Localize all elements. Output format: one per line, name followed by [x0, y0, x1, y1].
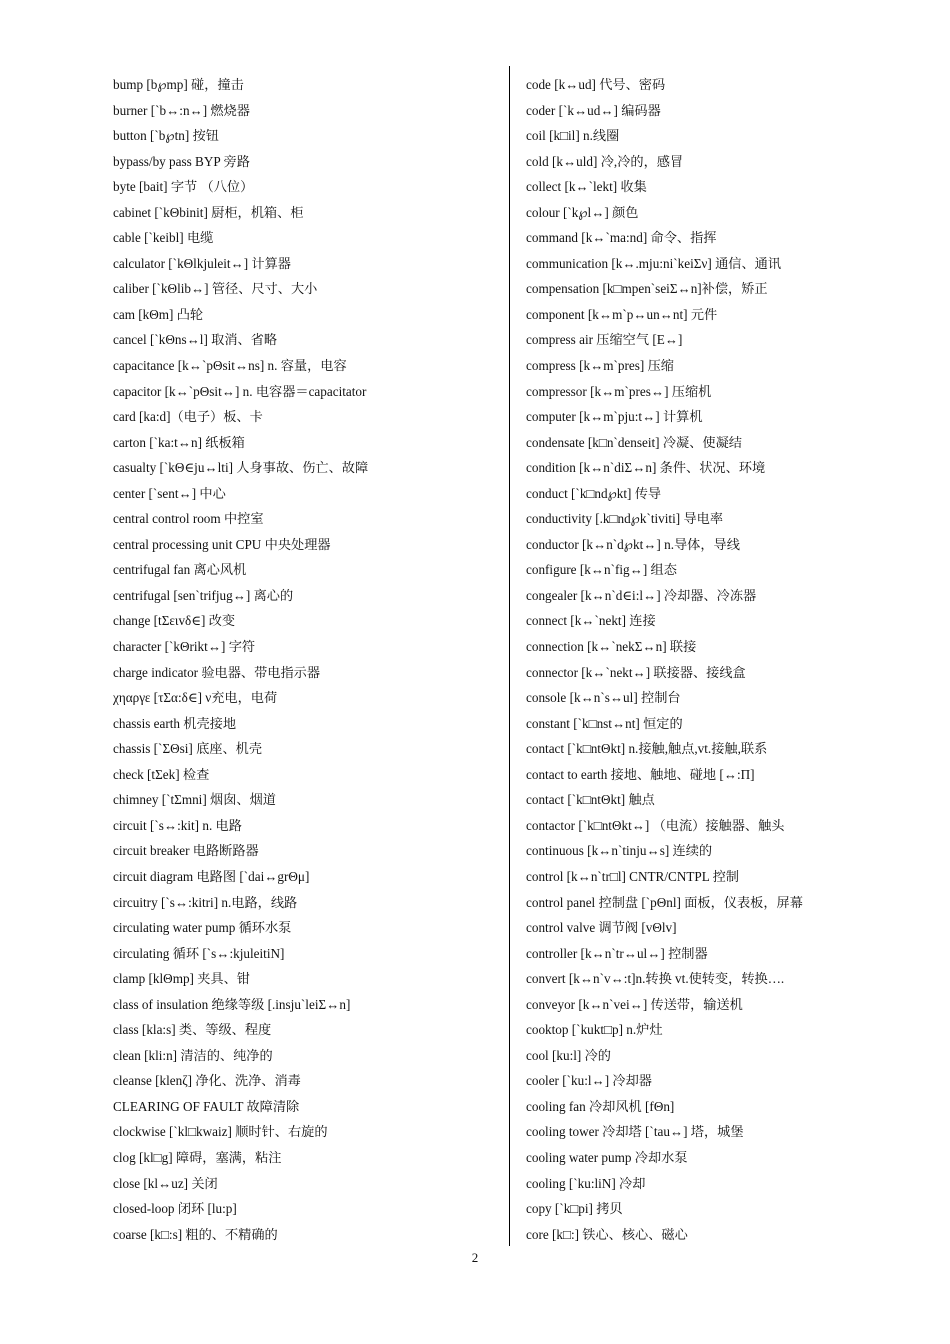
glossary-entry: cleanse [klenζ] 净化、洗净、消毒 — [113, 1073, 301, 1089]
glossary-entry: clog [kl□g] 障碍，塞满，粘注 — [113, 1149, 282, 1165]
glossary-entry: cooling [`ku:liN] 冷却 — [526, 1175, 646, 1191]
glossary-entry: carton [`ka:t↔n] 纸板箱 — [113, 434, 245, 450]
column-divider — [509, 66, 510, 1246]
glossary-entry: class of insulation 绝缘等级 [.insju`leiΣ↔n] — [113, 996, 351, 1012]
glossary-entry: cooling water pump 冷却水泵 — [526, 1149, 688, 1165]
glossary-entry: connect [k↔`nekt] 连接 — [526, 613, 656, 629]
glossary-entry: circuit [`s↔:kit] n. 电路 — [113, 817, 242, 833]
glossary-entry: compress [k↔m`pres] 压缩 — [526, 358, 674, 374]
glossary-entry: control panel 控制盘 [`pΘnl] 面板，仪表板，屏幕 — [526, 894, 803, 910]
glossary-entry: compress air 压缩空气 [E↔] — [526, 332, 683, 348]
glossary-entry: cabinet [`kΘbinit] 厨柜，机箱、柜 — [113, 204, 304, 220]
glossary-entry: compensation [k□mpen`seiΣ↔n]补偿，矫正 — [526, 281, 768, 297]
right-column — [526, 72, 936, 1247]
glossary-entry: capacitor [k↔`pΘsit↔] n. 电容器＝capacitator — [113, 383, 367, 399]
glossary-entry: contact to earth 接地、触地、碰地 [↔:Π] — [526, 766, 755, 782]
glossary-entry: casualty [`kΘ∈ju↔lti] 人身事故、伤亡、故障 — [113, 460, 369, 476]
glossary-entry: contactor [`k□ntΘkt↔] （电流）接触器、触头 — [526, 817, 785, 833]
glossary-entry: circulating 循环 [`s↔:kjuleitiN] — [113, 945, 285, 961]
glossary-entry: cooling fan 冷却风机 [fΘn] — [526, 1098, 675, 1114]
glossary-entry: continuous [k↔n`tinju↔s] 连续的 — [526, 843, 713, 859]
glossary-entry: check [tΣek] 检查 — [113, 766, 210, 782]
glossary-entry: bypass/by pass BYP 旁路 — [113, 153, 250, 169]
glossary-entry: CLEARING OF FAULT 故障清除 — [113, 1098, 300, 1114]
glossary-entry: congealer [k↔n`d∈i:l↔] 冷却器、冷冻器 — [526, 587, 757, 603]
glossary-entry: circulating water pump 循环水泵 — [113, 920, 292, 936]
glossary-entry: communication [k↔.mju:ni`keiΣν] 通信、通讯 — [526, 255, 782, 271]
glossary-entry: button [`b℘tn] 按钮 — [113, 128, 219, 144]
glossary-entry: close [kl↔uz] 关闭 — [113, 1175, 218, 1191]
glossary-entry: code [k↔ud] 代号、密码 — [526, 77, 666, 92]
glossary-entry: bump [b℘mp] 碰，撞击 — [113, 77, 244, 92]
glossary-entry: circuit breaker 电路断路器 — [113, 843, 259, 859]
glossary-entry: centrifugal [sen`trifjug↔] 离心的 — [113, 587, 294, 603]
glossary-entry: central control room 中控室 — [113, 511, 264, 527]
glossary-entry: component [k↔m`p↔un↔nt] 元件 — [526, 306, 718, 322]
glossary-entry: contact [`k□ntΘkt] 触点 — [526, 792, 655, 808]
glossary-entry: cable [`keibl] 电缆 — [113, 230, 214, 246]
glossary-entry: computer [k↔m`pju:t↔] 计算机 — [526, 409, 703, 425]
glossary-entry: centrifugal fan 离心风机 — [113, 562, 247, 578]
glossary-entry: chassis earth 机壳接地 — [113, 715, 237, 731]
glossary-entry: character [`kΘrikt↔] 字符 — [113, 639, 256, 655]
glossary-entry: copy [`k□pi] 拷贝 — [526, 1201, 623, 1217]
glossary-entry: coil [k□il] n.线圈 — [526, 128, 620, 144]
glossary-entry: condition [k↔n`diΣ↔n] 条件、状况、环境 — [526, 460, 766, 476]
glossary-entry: connection [k↔`nekΣ↔n] 联接 — [526, 639, 697, 655]
glossary-entry: closed-loop 闭环 [lu:p] — [113, 1201, 237, 1217]
glossary-entry: χηαργε [τΣα:δ∈] ν充电，电荷 — [113, 690, 278, 706]
glossary-entry: conduct [`k□nd℘kt] 传导 — [526, 485, 662, 501]
glossary-entry: compressor [k↔m`pres↔] 压缩机 — [526, 383, 712, 399]
glossary-entry: calculator [`kΘlkjuleit↔] 计算器 — [113, 255, 291, 271]
glossary-entry: cam [kΘm] 凸轮 — [113, 306, 204, 322]
glossary-entry: control [k↔n`tr□l] CNTR/CNTPL 控制 — [526, 868, 739, 884]
glossary-entry: charge indicator 验电器、带电指示器 — [113, 664, 321, 680]
glossary-entry: cooktop [`kukt□p] n.炉灶 — [526, 1022, 663, 1038]
glossary-entry: constant [`k□nst↔nt] 恒定的 — [526, 715, 683, 731]
glossary-entry: caliber [`kΘlib↔] 管径、尺寸、大小 — [113, 281, 318, 297]
glossary-entry: cool [ku:l] 冷的 — [526, 1047, 611, 1063]
glossary-entry: connector [k↔`nekt↔] 联接器、接线盒 — [526, 664, 746, 680]
glossary-entry: controller [k↔n`tr↔ul↔] 控制器 — [526, 945, 708, 961]
glossary-entry: collect [k↔`lekt] 收集 — [526, 179, 647, 195]
glossary-entry: change [tΣειvδ∈] 改变 — [113, 613, 236, 629]
glossary-entry: chassis [`ΣΘsi] 底座、机壳 — [113, 741, 263, 757]
glossary-entry: conductivity [.k□nd℘k`tiviti] 导电率 — [526, 511, 724, 527]
glossary-entry: convert [k↔n`v↔:t]n.转换 vt.使转变，转换…. — [526, 971, 785, 987]
glossary-entry: command [k↔`ma:nd] 命令、指挥 — [526, 230, 717, 246]
glossary-entry: coarse [k□:s] 粗的、不精确的 — [113, 1226, 278, 1242]
glossary-entry: coder [`k↔ud↔] 编码器 — [526, 102, 661, 118]
glossary-entry: clockwise [`kl□kwaiz] 顺时针、右旋的 — [113, 1124, 328, 1140]
glossary-entry: byte [bait] 字节 （八位） — [113, 179, 254, 195]
glossary-entry: clamp [klΘmp] 夹具、钳 — [113, 971, 250, 987]
glossary-entry: burner [`b↔:n↔] 燃烧器 — [113, 102, 250, 118]
glossary-entry: configure [k↔n`fig↔] 组态 — [526, 562, 677, 578]
glossary-entry: cold [k↔uld] 冷,冷的，感冒 — [526, 153, 684, 169]
glossary-entry: control valve 调节阀 [vΘlv] — [526, 920, 677, 936]
glossary-entry: class [kla:s] 类、等级、程度 — [113, 1022, 272, 1038]
glossary-entry: contact [`k□ntΘkt] n.接触,触点,vt.接触,联系 — [526, 741, 768, 757]
glossary-entry: chimney [`tΣmni] 烟囱、烟道 — [113, 792, 276, 808]
glossary-entry: circuit diagram 电路图 [`dai↔grΘμ] — [113, 868, 310, 884]
glossary-entry: center [`sent↔] 中心 — [113, 485, 226, 501]
glossary-entry: console [k↔n`s↔ul] 控制台 — [526, 690, 681, 706]
glossary-entry: circuitry [`s↔:kitri] n.电路，线路 — [113, 894, 298, 910]
page-number: 2 — [471, 1250, 479, 1265]
glossary-entry: cancel [`kΘns↔l] 取消、省略 — [113, 332, 278, 348]
glossary-entry: conveyor [k↔n`vei↔] 传送带，输送机 — [526, 996, 743, 1012]
glossary-entry: colour [`k℘l↔] 颜色 — [526, 204, 639, 220]
glossary-entry: capacitance [k↔`pΘsit↔ns] n. 容量，电容 — [113, 358, 347, 374]
glossary-entry: cooler [`ku:l↔] 冷却器 — [526, 1073, 652, 1089]
glossary-entry: card [ka:d]（电子）板、卡 — [113, 409, 263, 425]
glossary-entry: conductor [k↔n`d℘kt↔] n.导体，导线 — [526, 536, 740, 552]
glossary-entry: condensate [k□n`denseit] 冷凝、使凝结 — [526, 434, 742, 450]
glossary-entry: core [k□:] 铁心、核心、磁心 — [526, 1226, 688, 1242]
glossary-entry: central processing unit CPU 中央处理器 — [113, 536, 331, 552]
glossary-entry: clean [kli:n] 清洁的、纯净的 — [113, 1047, 273, 1063]
left-column — [113, 72, 503, 1247]
glossary-entry: cooling tower 冷却塔 [`tau↔] 塔，城堡 — [526, 1124, 744, 1140]
